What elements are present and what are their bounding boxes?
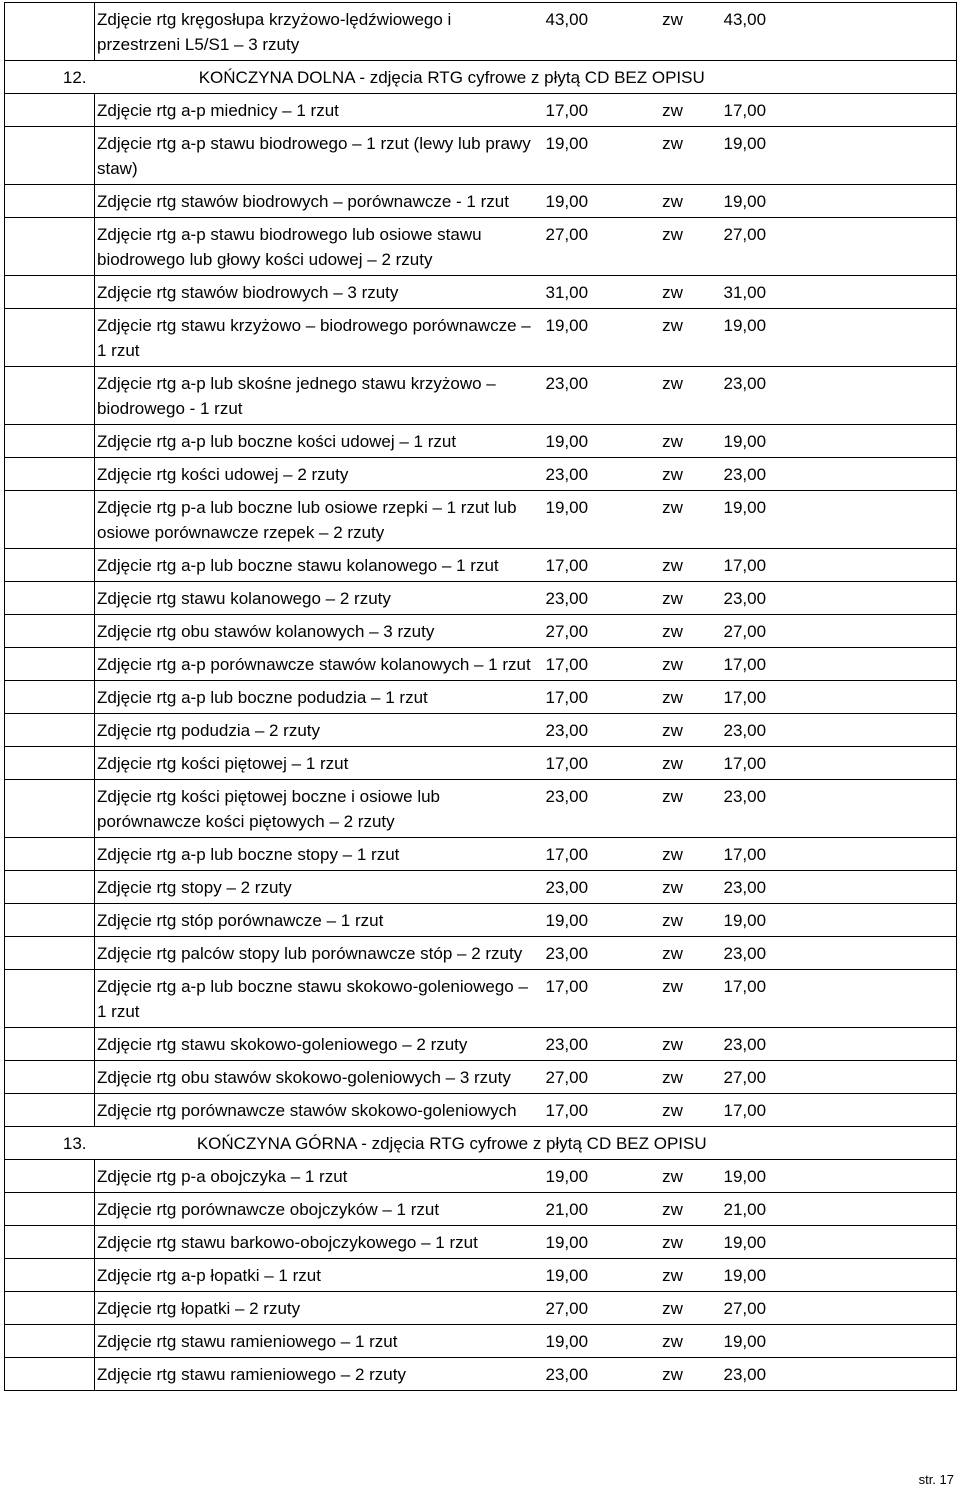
table-row <box>5 549 957 582</box>
net-price: 19,00 <box>542 1226 630 1259</box>
empty-cell <box>832 1259 957 1292</box>
service-description: Zdjęcie rtg a-p łopatki – 1 rzut <box>95 1259 542 1292</box>
table-row <box>5 425 957 458</box>
gross-price: 19,00 <box>716 425 832 458</box>
empty-cell <box>832 648 957 681</box>
service-description: Zdjęcie rtg p-a lub boczne lub osiowe rzepki – 1 rzut lub osiowe porównawcze rzepek – 2 rzuty <box>95 491 542 549</box>
row-number-cell <box>5 1061 95 1094</box>
table-row <box>5 1061 957 1094</box>
vat-rate: zw <box>630 871 716 904</box>
net-price: 19,00 <box>542 1259 630 1292</box>
net-price: 23,00 <box>542 582 630 615</box>
service-description: Zdjęcie rtg a-p porównawcze stawów kolanowych – 1 rzut <box>95 648 542 681</box>
row-number-cell <box>5 458 95 491</box>
row-number-cell <box>5 1094 95 1127</box>
row-number-cell <box>5 1358 95 1391</box>
empty-cell <box>832 871 957 904</box>
gross-price: 23,00 <box>716 714 832 747</box>
service-description: Zdjęcie rtg porównawcze stawów skokowo-goleniowych <box>95 1094 542 1127</box>
table-row <box>5 937 957 970</box>
service-description: Zdjęcie rtg a-p lub boczne podudzia – 1 rzut <box>95 681 542 714</box>
net-price: 27,00 <box>542 1292 630 1325</box>
empty-cell <box>832 1226 957 1259</box>
service-description: Zdjęcie rtg obu stawów kolanowych – 3 rzuty <box>95 615 542 648</box>
vat-rate: zw <box>630 1358 716 1391</box>
empty-cell <box>832 127 957 185</box>
empty-cell <box>832 367 957 425</box>
gross-price: 23,00 <box>716 1028 832 1061</box>
row-number-cell <box>5 3 95 61</box>
row-number-cell <box>5 681 95 714</box>
row-number-cell <box>5 714 95 747</box>
service-description: Zdjęcie rtg a-p lub boczne stawu skokowo-goleniowego – 1 rzut <box>95 970 542 1028</box>
vat-rate: zw <box>630 94 716 127</box>
row-number-cell <box>5 1226 95 1259</box>
vat-rate: zw <box>630 648 716 681</box>
service-description: Zdjęcie rtg stawów biodrowych – 3 rzuty <box>95 276 542 309</box>
empty-cell <box>832 714 957 747</box>
empty-cell <box>832 1193 957 1226</box>
gross-price: 17,00 <box>716 747 832 780</box>
service-description: Zdjęcie rtg a-p stawu biodrowego – 1 rzut (lewy lub prawy staw) <box>95 127 542 185</box>
net-price: 17,00 <box>542 838 630 871</box>
service-description: Zdjęcie rtg a-p lub skośne jednego stawu krzyżowo – biodrowego - 1 rzut <box>95 367 542 425</box>
row-number-cell <box>5 937 95 970</box>
vat-rate: zw <box>630 1325 716 1358</box>
vat-rate: zw <box>630 904 716 937</box>
service-description: Zdjęcie rtg a-p miednicy – 1 rzut <box>95 94 542 127</box>
gross-price: 19,00 <box>716 309 832 367</box>
row-number-cell <box>5 904 95 937</box>
vat-rate: zw <box>630 425 716 458</box>
gross-price: 23,00 <box>716 367 832 425</box>
row-number-cell <box>5 582 95 615</box>
gross-price: 23,00 <box>716 582 832 615</box>
net-price: 27,00 <box>542 1061 630 1094</box>
vat-rate: zw <box>630 1094 716 1127</box>
gross-price: 19,00 <box>716 1325 832 1358</box>
section-title: KOŃCZYNA DOLNA - zdjęcia RTG cyfrowe z płytą CD BEZ OPISU <box>95 61 957 94</box>
service-description: Zdjęcie rtg a-p stawu biodrowego lub osiowe stawu biodrowego lub głowy kości udowej – 2 rzuty <box>95 218 542 276</box>
empty-cell <box>832 185 957 218</box>
vat-rate: zw <box>630 185 716 218</box>
vat-rate: zw <box>630 780 716 838</box>
table-row <box>5 3 957 61</box>
empty-cell <box>832 458 957 491</box>
gross-price: 19,00 <box>716 185 832 218</box>
row-number-cell <box>5 218 95 276</box>
table-row <box>5 615 957 648</box>
vat-rate: zw <box>630 458 716 491</box>
table-row <box>5 94 957 127</box>
net-price: 27,00 <box>542 218 630 276</box>
net-price: 23,00 <box>542 1028 630 1061</box>
row-number-cell <box>5 970 95 1028</box>
service-description: Zdjęcie rtg p-a obojczyka – 1 rzut <box>95 1160 542 1193</box>
table-row <box>5 276 957 309</box>
empty-cell <box>832 1160 957 1193</box>
vat-rate: zw <box>630 615 716 648</box>
service-description: Zdjęcie rtg a-p lub boczne kości udowej – 1 rzut <box>95 425 542 458</box>
net-price: 23,00 <box>542 1358 630 1391</box>
vat-rate: zw <box>630 549 716 582</box>
net-price: 17,00 <box>542 94 630 127</box>
vat-rate: zw <box>630 127 716 185</box>
row-number-cell <box>5 549 95 582</box>
net-price: 17,00 <box>542 1094 630 1127</box>
row-number-cell <box>5 309 95 367</box>
row-number-cell <box>5 780 95 838</box>
vat-rate: zw <box>630 309 716 367</box>
table-row <box>5 1160 957 1193</box>
table-row <box>5 904 957 937</box>
empty-cell <box>832 1325 957 1358</box>
section-number: 12. <box>5 61 95 94</box>
gross-price: 27,00 <box>716 1061 832 1094</box>
gross-price: 19,00 <box>716 1259 832 1292</box>
net-price: 19,00 <box>542 491 630 549</box>
table-row <box>5 1259 957 1292</box>
service-description: Zdjęcie rtg obu stawów skokowo-goleniowych – 3 rzuty <box>95 1061 542 1094</box>
net-price: 31,00 <box>542 276 630 309</box>
empty-cell <box>832 615 957 648</box>
gross-price: 19,00 <box>716 127 832 185</box>
net-price: 19,00 <box>542 185 630 218</box>
row-number-cell <box>5 1160 95 1193</box>
net-price: 23,00 <box>542 871 630 904</box>
vat-rate: zw <box>630 838 716 871</box>
empty-cell <box>832 309 957 367</box>
empty-cell <box>832 1094 957 1127</box>
table-row <box>5 871 957 904</box>
empty-cell <box>832 582 957 615</box>
gross-price: 17,00 <box>716 1094 832 1127</box>
row-number-cell <box>5 1028 95 1061</box>
service-description: Zdjęcie rtg stawu barkowo-obojczykowego – 1 rzut <box>95 1226 542 1259</box>
vat-rate: zw <box>630 1160 716 1193</box>
gross-price: 23,00 <box>716 871 832 904</box>
empty-cell <box>832 94 957 127</box>
vat-rate: zw <box>630 970 716 1028</box>
row-number-cell <box>5 648 95 681</box>
table-row <box>5 218 957 276</box>
table-row <box>5 185 957 218</box>
vat-rate: zw <box>630 1292 716 1325</box>
empty-cell <box>832 1292 957 1325</box>
gross-price: 17,00 <box>716 838 832 871</box>
empty-cell <box>832 681 957 714</box>
service-description: Zdjęcie rtg podudzia – 2 rzuty <box>95 714 542 747</box>
net-price: 23,00 <box>542 458 630 491</box>
page-number: str. 17 <box>918 1472 954 1487</box>
net-price: 43,00 <box>542 3 630 61</box>
service-description: Zdjęcie rtg porównawcze obojczyków – 1 rzut <box>95 1193 542 1226</box>
service-description: Zdjęcie rtg kości piętowej – 1 rzut <box>95 747 542 780</box>
empty-cell <box>832 1028 957 1061</box>
net-price: 19,00 <box>542 904 630 937</box>
net-price: 17,00 <box>542 549 630 582</box>
net-price: 23,00 <box>542 780 630 838</box>
row-number-cell <box>5 94 95 127</box>
service-description: Zdjęcie rtg palców stopy lub porównawcze stóp – 2 rzuty <box>95 937 542 970</box>
net-price: 21,00 <box>542 1193 630 1226</box>
net-price: 17,00 <box>542 970 630 1028</box>
net-price: 17,00 <box>542 681 630 714</box>
table-row <box>5 1028 957 1061</box>
table-row <box>5 681 957 714</box>
table-row <box>5 1094 957 1127</box>
vat-rate: zw <box>630 681 716 714</box>
row-number-cell <box>5 1325 95 1358</box>
vat-rate: zw <box>630 3 716 61</box>
gross-price: 19,00 <box>716 1226 832 1259</box>
service-description: Zdjęcie rtg kręgosłupa krzyżowo-lędźwiowego i przestrzeni L5/S1 – 3 rzuty <box>95 3 542 61</box>
row-number-cell <box>5 367 95 425</box>
gross-price: 21,00 <box>716 1193 832 1226</box>
gross-price: 23,00 <box>716 937 832 970</box>
vat-rate: zw <box>630 937 716 970</box>
gross-price: 17,00 <box>716 648 832 681</box>
row-number-cell <box>5 1292 95 1325</box>
vat-rate: zw <box>630 367 716 425</box>
gross-price: 19,00 <box>716 1160 832 1193</box>
vat-rate: zw <box>630 1259 716 1292</box>
gross-price: 31,00 <box>716 276 832 309</box>
gross-price: 27,00 <box>716 615 832 648</box>
gross-price: 23,00 <box>716 780 832 838</box>
vat-rate: zw <box>630 491 716 549</box>
table-row <box>5 458 957 491</box>
vat-rate: zw <box>630 582 716 615</box>
section-title: KOŃCZYNA GÓRNA - zdjęcia RTG cyfrowe z płytą CD BEZ OPISU <box>95 1127 957 1160</box>
empty-cell <box>832 276 957 309</box>
row-number-cell <box>5 838 95 871</box>
empty-cell <box>832 780 957 838</box>
section-header-row <box>5 61 957 94</box>
vat-rate: zw <box>630 714 716 747</box>
empty-cell <box>832 3 957 61</box>
net-price: 23,00 <box>542 937 630 970</box>
empty-cell <box>832 549 957 582</box>
net-price: 19,00 <box>542 309 630 367</box>
empty-cell <box>832 970 957 1028</box>
row-number-cell <box>5 127 95 185</box>
service-description: Zdjęcie rtg stawów biodrowych – porównawcze - 1 rzut <box>95 185 542 218</box>
row-number-cell <box>5 747 95 780</box>
gross-price: 27,00 <box>716 1292 832 1325</box>
empty-cell <box>832 747 957 780</box>
vat-rate: zw <box>630 276 716 309</box>
gross-price: 17,00 <box>716 970 832 1028</box>
section-header-row <box>5 1127 957 1160</box>
gross-price: 19,00 <box>716 491 832 549</box>
table-row <box>5 367 957 425</box>
vat-rate: zw <box>630 1193 716 1226</box>
section-number: 13. <box>5 1127 95 1160</box>
table-row <box>5 780 957 838</box>
net-price: 27,00 <box>542 615 630 648</box>
gross-price: 19,00 <box>716 904 832 937</box>
table-row <box>5 1226 957 1259</box>
empty-cell <box>832 1061 957 1094</box>
empty-cell <box>832 1358 957 1391</box>
gross-price: 27,00 <box>716 218 832 276</box>
empty-cell <box>832 425 957 458</box>
gross-price: 43,00 <box>716 3 832 61</box>
vat-rate: zw <box>630 1028 716 1061</box>
net-price: 23,00 <box>542 367 630 425</box>
service-description: Zdjęcie rtg stopy – 2 rzuty <box>95 871 542 904</box>
table-row <box>5 491 957 549</box>
table-row <box>5 1358 957 1391</box>
service-description: Zdjęcie rtg stawu krzyżowo – biodrowego porównawcze – 1 rzut <box>95 309 542 367</box>
row-number-cell <box>5 425 95 458</box>
service-description: Zdjęcie rtg stóp porównawcze – 1 rzut <box>95 904 542 937</box>
service-description: Zdjęcie rtg stawu ramieniowego – 2 rzuty <box>95 1358 542 1391</box>
gross-price: 17,00 <box>716 549 832 582</box>
table-row <box>5 714 957 747</box>
table-row <box>5 838 957 871</box>
net-price: 23,00 <box>542 714 630 747</box>
vat-rate: zw <box>630 747 716 780</box>
table-row <box>5 1292 957 1325</box>
gross-price: 17,00 <box>716 681 832 714</box>
net-price: 17,00 <box>542 747 630 780</box>
gross-price: 23,00 <box>716 1358 832 1391</box>
gross-price: 17,00 <box>716 94 832 127</box>
empty-cell <box>832 218 957 276</box>
service-description: Zdjęcie rtg a-p lub boczne stopy – 1 rzut <box>95 838 542 871</box>
row-number-cell <box>5 615 95 648</box>
service-description: Zdjęcie rtg stawu kolanowego – 2 rzuty <box>95 582 542 615</box>
net-price: 19,00 <box>542 1160 630 1193</box>
table-row <box>5 648 957 681</box>
table-row <box>5 582 957 615</box>
table-row <box>5 1325 957 1358</box>
vat-rate: zw <box>630 1061 716 1094</box>
gross-price: 23,00 <box>716 458 832 491</box>
table-row <box>5 309 957 367</box>
empty-cell <box>832 904 957 937</box>
service-description: Zdjęcie rtg stawu ramieniowego – 1 rzut <box>95 1325 542 1358</box>
empty-cell <box>832 937 957 970</box>
price-table-body <box>5 3 957 1391</box>
table-row <box>5 747 957 780</box>
price-table <box>4 2 957 1391</box>
net-price: 19,00 <box>542 1325 630 1358</box>
table-row <box>5 127 957 185</box>
service-description: Zdjęcie rtg kości piętowej boczne i osiowe lub porównawcze kości piętowych – 2 rzuty <box>95 780 542 838</box>
row-number-cell <box>5 1193 95 1226</box>
service-description: Zdjęcie rtg a-p lub boczne stawu kolanowego – 1 rzut <box>95 549 542 582</box>
table-row <box>5 970 957 1028</box>
row-number-cell <box>5 871 95 904</box>
service-description: Zdjęcie rtg łopatki – 2 rzuty <box>95 1292 542 1325</box>
row-number-cell <box>5 1259 95 1292</box>
row-number-cell <box>5 185 95 218</box>
service-description: Zdjęcie rtg stawu skokowo-goleniowego – 2 rzuty <box>95 1028 542 1061</box>
table-row <box>5 1193 957 1226</box>
vat-rate: zw <box>630 1226 716 1259</box>
service-description: Zdjęcie rtg kości udowej – 2 rzuty <box>95 458 542 491</box>
net-price: 17,00 <box>542 648 630 681</box>
empty-cell <box>832 491 957 549</box>
net-price: 19,00 <box>542 425 630 458</box>
net-price: 19,00 <box>542 127 630 185</box>
empty-cell <box>832 838 957 871</box>
row-number-cell <box>5 491 95 549</box>
row-number-cell <box>5 276 95 309</box>
vat-rate: zw <box>630 218 716 276</box>
